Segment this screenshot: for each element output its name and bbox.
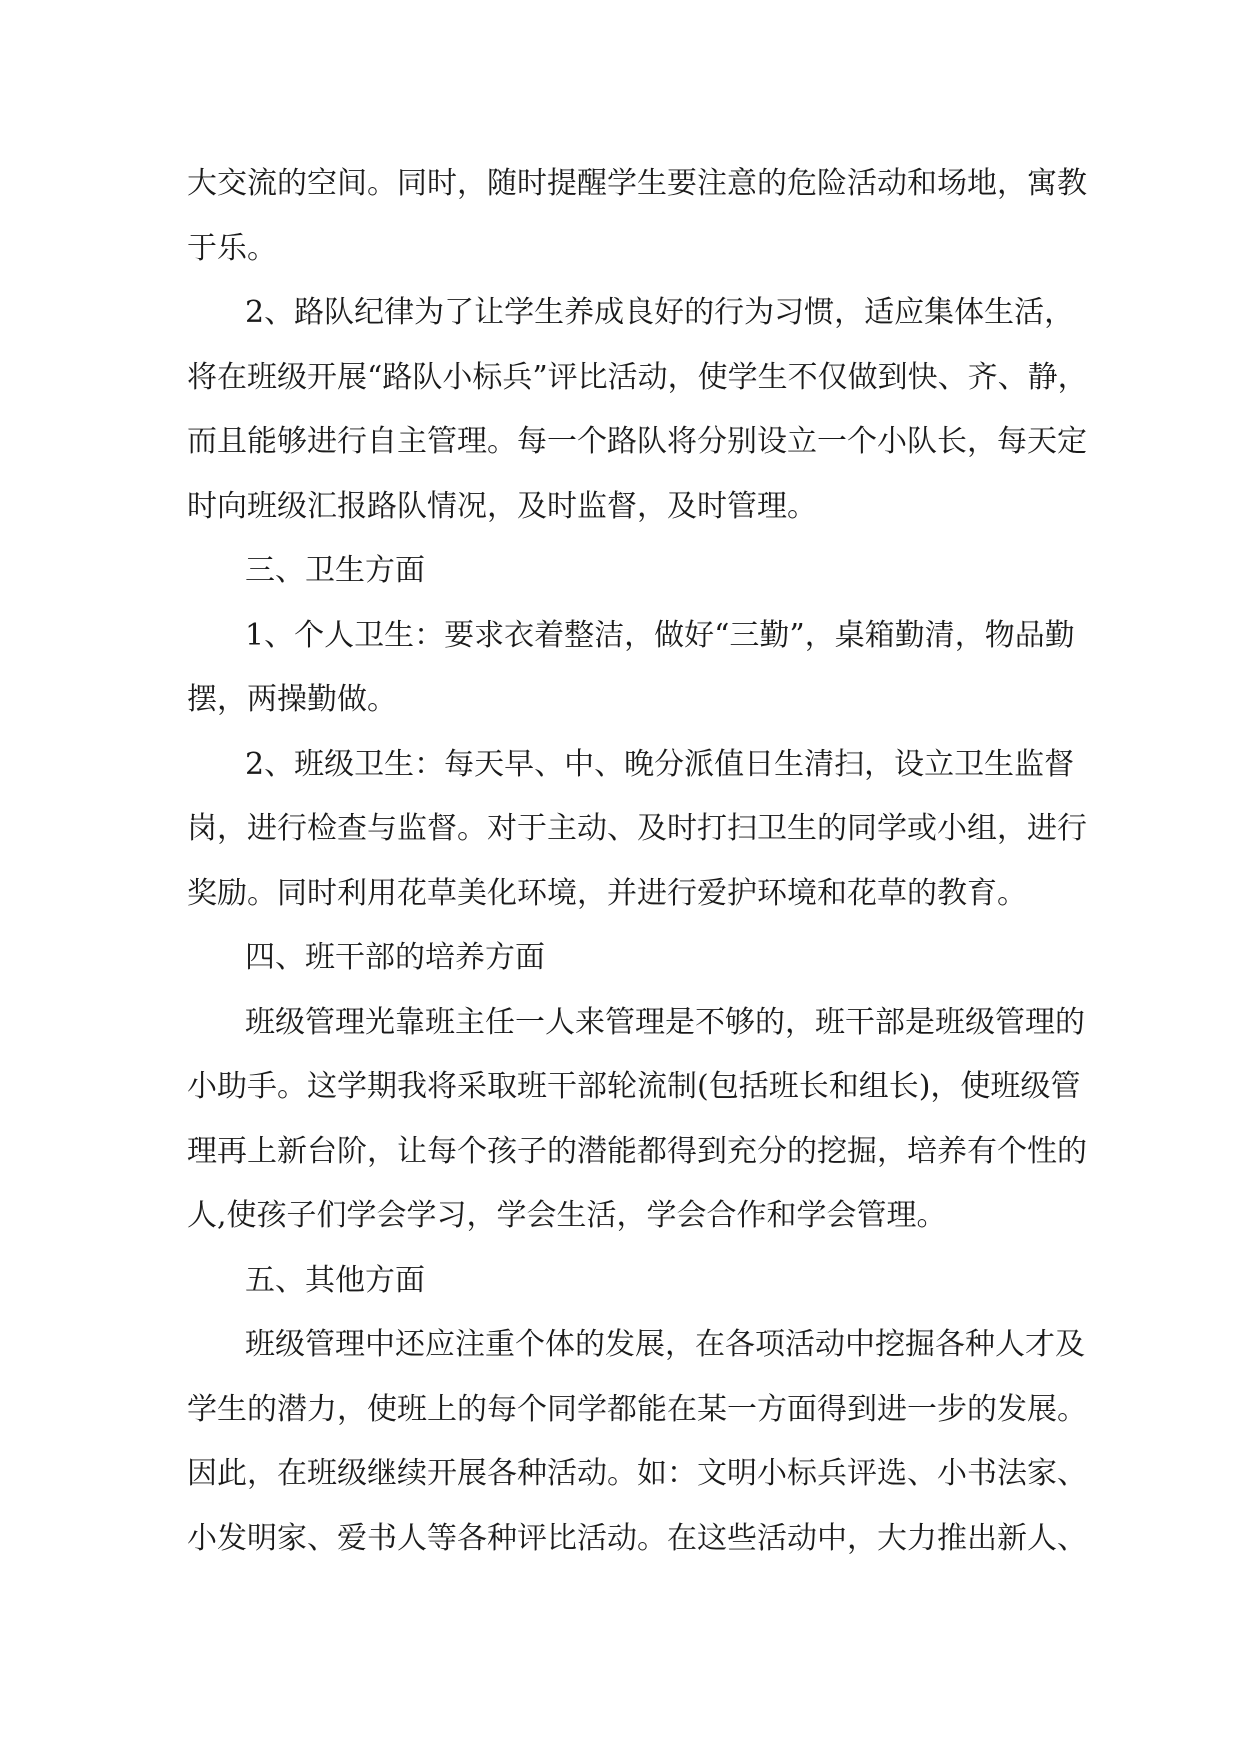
paragraph-line: 班级管理光靠班主任一人来管理是不够的，班干部是班级管理的	[245, 1004, 1085, 1040]
document-body	[187, 152, 1088, 1571]
paragraph-line: 摆，两操勤做。	[187, 682, 397, 717]
paragraph-line: 2、路队纪律为了让学生养成良好的行为习惯，适应集体生活，	[245, 295, 1075, 330]
paragraph-line: 学生的潜力，使班上的每个同学都能在某一方面得到进一步的发展。	[187, 1391, 1087, 1427]
paragraph-line: 奖励。同时利用花草美化环境，并进行爱护环境和花草的教育。	[187, 875, 1027, 911]
paragraph-line: 小助手。这学期我将采取班干部轮流制(包括班长和组长)，使班级管	[187, 1069, 1081, 1104]
paragraph-line: 三、卫生方面	[245, 553, 425, 588]
paragraph-line: 班级管理中还应注重个体的发展，在各项活动中挖掘各种人才及	[245, 1327, 1085, 1362]
paragraph-line: 小发明家、爱书人等各种评比活动。在这些活动中，大力推出新人、	[187, 1520, 1087, 1556]
paragraph-line: 而且能够进行自主管理。每一个路队将分别设立一个小队长，每天定	[187, 424, 1087, 459]
paragraph-line: 大交流的空间。同时，随时提醒学生要注意的危险活动和场地，寓教	[187, 166, 1087, 201]
paragraph-line: 五、其他方面	[245, 1262, 425, 1298]
paragraph-line: 岗，进行检查与监督。对于主动、及时打扫卫生的同学或小组，进行	[187, 811, 1087, 846]
paragraph-line: 四、班干部的培养方面	[245, 940, 545, 975]
paragraph-line: 2、班级卫生：每天早、中、晚分派值日生清扫，设立卫生监督	[245, 746, 1075, 782]
paragraph-line: 于乐。	[187, 230, 277, 266]
paragraph-line: 理再上新台阶，让每个孩子的潜能都得到充分的挖掘，培养有个性的	[187, 1133, 1087, 1169]
paragraph-line: 因此，在班级继续开展各种活动。如：文明小标兵评选、小书法家、	[187, 1456, 1087, 1491]
paragraph-line: 1、个人卫生：要求衣着整洁，做好“三勤”，桌箱勤清，物品勤	[245, 617, 1075, 653]
paragraph-line: 时向班级汇报路队情况，及时监督，及时管理。	[187, 488, 817, 524]
paragraph-line: 将在班级开展“路队小标兵”评比活动，使学生不仅做到快、齐、静，	[187, 359, 1088, 395]
paragraph-line: 人,使孩子们学会学习，学会生活，学会合作和学会管理。	[187, 1198, 947, 1233]
